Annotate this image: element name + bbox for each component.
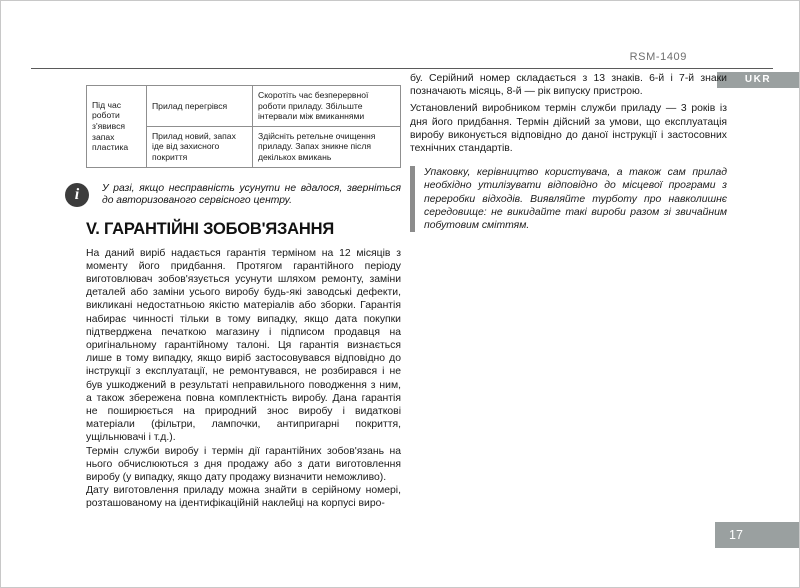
section-title: V. ГАРАНТІЙНІ ЗОБОВ'ЯЗАННЯ [86, 219, 334, 238]
right-column [410, 72, 727, 232]
eco-note [410, 166, 727, 232]
info-icon: i [65, 183, 89, 207]
warranty-paragraph: бу. Серійний номер складається з 13 знаків. 6-й і 7-й знаки позначають місяць, 8-й — рік випуску пристрою. [410, 73, 727, 98]
solution-cell: Здійсніть ретельне очищення приладу. Запах зникне після декількох вмикань [253, 126, 401, 167]
language-tab: UKR [717, 72, 799, 88]
cause-cell: Прилад новий, запах іде від захисного покриття [147, 126, 253, 167]
header-divider [31, 68, 773, 69]
page-number: 17 [729, 528, 743, 542]
table-row [87, 86, 401, 127]
solution-cell: Скоротіть час безперервної роботи приладу. Збільште інтервали між вмиканнями [253, 86, 401, 127]
cause-cell: Прилад перегрівся [147, 86, 253, 127]
service-note [74, 182, 401, 209]
troubleshooting-table [86, 85, 401, 168]
warranty-paragraph: На даний виріб надається гарантія терміном на 12 місяців з моменту його придбання. Протягом гарантійного періоду виготовлювач зобов'язується усунути шляхом ремонту, заміни деталей або заміни усього виробу будь-які заводські дефекти, викликані недостатньою якістю матеріалів або зборки. Гарантія набирає чинності тільки в тому випадку, якщо дата покупки підтверджена печаткою магазину і підписом продавця на оригінальному гарантійному талоні. Ця гарантія визнається лише в тому випадку, якщо виріб застосовувався відповідно до інструкції з експлуатації, не ремонтувався, не розбирався і не був ушкоджений в результаті неправильного поводження з ним, а також збережена повна комплектність виробу. Дана гарантія не поширюється на природний знос виробу і видаткові матеріали (фільтри, лампочки, антипригарні покриття, ущільнювачі і т.д.). [86, 247, 401, 444]
eco-note-text: Упаковку, керівництво користувача, а також сам прилад необхідно утилізувати відповідно до місцевої програми з переробки відходів. Виявляйте турботу про навколишнє середовище: не викидайте такі вироби разом зі звичайним побутовим сміттям. [424, 167, 727, 232]
warranty-text-left [86, 247, 401, 511]
warranty-paragraph: Дату виготовлення приладу можна знайти в серійному номері, розташованому на ідентифікаційній наклейці на корпусі виро- [86, 485, 401, 510]
warranty-paragraph: Термін служби виробу і термін дії гарантійних зобов'язань на нього обчислюються з дня продажу або з дати виготовлення виробу (у випадку, якщо дату продажу визначити неможливо). [86, 445, 401, 484]
model-number: RSM-1409 [629, 51, 687, 63]
eco-bar [410, 166, 415, 232]
warranty-paragraph: Установлений виробником термін служби приладу — 3 років із дня його придбання. Термін дійсний за умови, що експлуатація виробу виконується відповідно до даної інструкції і застосовних технічних стандартів. [410, 103, 727, 155]
page-number-tab [715, 522, 799, 548]
problem-cell: Під час роботи з'явився запах пластика [87, 86, 147, 168]
service-note-text: У разі, якщо несправність усунути не вдалося, зверніться до авторизованого сервісного центру. [102, 182, 401, 207]
left-column [74, 85, 401, 511]
